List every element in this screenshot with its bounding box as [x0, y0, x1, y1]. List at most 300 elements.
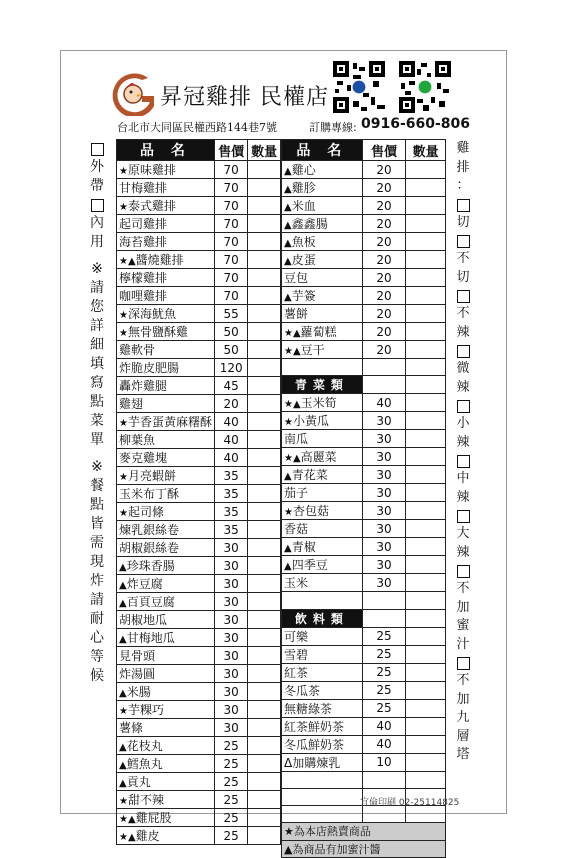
- option-label: 不: [456, 673, 470, 688]
- quantity-field[interactable]: [248, 827, 281, 845]
- item-name: [282, 412, 363, 430]
- menu-row: [117, 773, 281, 791]
- menu-row: [117, 179, 281, 197]
- item-price: 70: [214, 233, 247, 251]
- menu-row: [117, 647, 281, 665]
- item-name-text: 冬瓜茶: [284, 683, 321, 698]
- item-name-text: 茄子: [284, 486, 309, 501]
- menu-row: [117, 161, 281, 179]
- menu-row: [282, 574, 446, 592]
- item-name: [282, 197, 363, 215]
- option-checkbox[interactable]: [457, 455, 470, 468]
- phone-number: 0916-660-806: [361, 116, 471, 132]
- item-price: 35: [214, 503, 247, 521]
- item-name: [117, 827, 215, 845]
- item-price: 30: [362, 484, 406, 502]
- order-note: 詳: [90, 318, 104, 334]
- item-name-text: 高麗菜: [300, 450, 337, 465]
- item-price: 40: [214, 431, 247, 449]
- legend-row: [282, 823, 446, 840]
- menu-row: [117, 791, 281, 809]
- option-checkbox[interactable]: [457, 657, 470, 670]
- item-price: 50: [214, 323, 247, 341]
- option-label: 九: [456, 710, 470, 725]
- quantity-field[interactable]: [248, 323, 281, 341]
- item-price: 30: [214, 539, 247, 557]
- item-name: [282, 502, 363, 520]
- item-name: [282, 645, 363, 663]
- menu-row: [117, 593, 281, 611]
- item-name-text: 煉乳銀絲卷: [119, 523, 180, 537]
- menu-row: [117, 233, 281, 251]
- item-price: 40: [362, 717, 406, 735]
- quantity-field[interactable]: [248, 521, 281, 539]
- order-note: 炸: [90, 573, 104, 589]
- item-mark: ★▲: [119, 814, 136, 825]
- menu-row: [282, 466, 446, 484]
- menu-row: [282, 394, 446, 412]
- item-name: [282, 699, 363, 717]
- item-name: [117, 233, 215, 251]
- order-note: 菜: [90, 413, 104, 429]
- item-name-text: 麥克雞塊: [119, 451, 168, 465]
- empty-cell: [362, 592, 406, 609]
- empty-cell[interactable]: [406, 771, 446, 788]
- item-name: [117, 197, 215, 215]
- order-note: 您: [90, 299, 104, 315]
- item-mark: ★▲: [284, 328, 301, 339]
- item-name-text: 原味雞排: [127, 163, 176, 177]
- item-name: [117, 755, 215, 773]
- menu-row: [282, 556, 446, 574]
- item-name: [282, 305, 363, 323]
- option-label: 微: [456, 361, 470, 376]
- item-name: [117, 683, 215, 701]
- quantity-field[interactable]: [248, 629, 281, 647]
- item-name: [117, 503, 215, 521]
- item-name: [117, 593, 215, 611]
- item-mark: ▲: [284, 220, 292, 231]
- menu-row: [117, 539, 281, 557]
- item-name-text: 雞軟骨: [119, 343, 156, 357]
- quantity-field[interactable]: [248, 755, 281, 773]
- section-title: 飲料類: [282, 609, 363, 627]
- item-mark: ▲: [284, 238, 292, 249]
- menu-row: [282, 448, 446, 466]
- item-name-text: 香菇: [284, 522, 309, 537]
- chicken-options-column: [454, 140, 472, 765]
- order-type-label: 內: [90, 215, 104, 231]
- item-price: 30: [362, 538, 406, 556]
- order-note: 請: [90, 592, 104, 608]
- item-name-text: 鱈魚丸: [126, 757, 163, 771]
- item-price: 70: [214, 269, 247, 287]
- quantity-field[interactable]: [248, 557, 281, 575]
- item-name: [282, 574, 363, 592]
- quantity-field[interactable]: [406, 412, 446, 430]
- order-note: 心: [90, 630, 104, 646]
- item-price: 25: [362, 663, 406, 681]
- item-name-text: 起司條: [127, 505, 164, 519]
- option-checkbox[interactable]: [457, 199, 470, 212]
- quantity-field[interactable]: [406, 430, 446, 448]
- order-note: ※: [91, 261, 103, 277]
- quantity-field[interactable]: [406, 735, 446, 753]
- empty-row: [282, 771, 446, 788]
- quantity-field[interactable]: [248, 269, 281, 287]
- item-price: 25: [214, 773, 247, 791]
- quantity-field[interactable]: [406, 161, 446, 179]
- menu-row: [282, 717, 446, 735]
- item-name: [282, 520, 363, 538]
- order-note: 點: [90, 394, 104, 410]
- item-price: 20: [362, 323, 406, 341]
- quantity-field[interactable]: [406, 341, 446, 359]
- menu-row: [117, 719, 281, 737]
- quantity-field[interactable]: [248, 197, 281, 215]
- option-label: 層: [456, 728, 470, 744]
- quantity-field[interactable]: [248, 683, 281, 701]
- item-name-text: 米腸: [126, 685, 151, 699]
- quantity-field[interactable]: [248, 485, 281, 503]
- order-type-checkbox[interactable]: [91, 199, 104, 212]
- quantity-field[interactable]: [406, 215, 446, 233]
- item-mark: ★: [119, 418, 128, 429]
- option-checkbox[interactable]: [457, 510, 470, 523]
- quantity-field[interactable]: [406, 538, 446, 556]
- item-name-text: 深海魷魚: [127, 307, 176, 321]
- item-mark: ★▲: [119, 256, 136, 267]
- quantity-field[interactable]: [248, 593, 281, 611]
- option-label: 不: [456, 306, 470, 321]
- menu-row: [282, 663, 446, 681]
- item-name-text: 炸豆腐: [126, 577, 163, 591]
- menu-row: [117, 449, 281, 467]
- order-type-column: [88, 140, 106, 686]
- menu-row: [117, 341, 281, 359]
- item-price: 50: [214, 341, 247, 359]
- quantity-field[interactable]: [406, 663, 446, 681]
- menu-row: [282, 699, 446, 717]
- quantity-field[interactable]: [406, 717, 446, 735]
- item-name: [282, 430, 363, 448]
- quantity-field[interactable]: [248, 251, 281, 269]
- item-price: 20: [362, 197, 406, 215]
- quantity-field[interactable]: [248, 287, 281, 305]
- item-name: [117, 719, 215, 737]
- menu-row: [117, 395, 281, 413]
- quantity-field[interactable]: [406, 233, 446, 251]
- item-price: 20: [362, 305, 406, 323]
- quantity-field[interactable]: [406, 502, 446, 520]
- item-mark: ★▲: [284, 346, 301, 357]
- item-name-text: 玉米: [284, 576, 309, 591]
- quantity-field[interactable]: [248, 161, 281, 179]
- quantity-field[interactable]: [248, 665, 281, 683]
- item-name-text: 雞胗: [291, 181, 316, 195]
- item-name-text: 無骨鹽酥雞: [127, 325, 188, 339]
- quantity-field[interactable]: [406, 574, 446, 592]
- item-name-text: 豆包: [284, 271, 309, 285]
- quantity-field[interactable]: [248, 701, 281, 719]
- item-price: 55: [214, 305, 247, 323]
- item-name: [282, 466, 363, 484]
- quantity-field[interactable]: [248, 413, 281, 431]
- quantity-field[interactable]: [248, 575, 281, 593]
- item-price: 30: [362, 466, 406, 484]
- option-checkbox[interactable]: [457, 235, 470, 248]
- menu-row: [117, 485, 281, 503]
- quantity-field[interactable]: [406, 645, 446, 663]
- quantity-field[interactable]: [248, 431, 281, 449]
- menu-row: [117, 359, 281, 377]
- option-checkbox[interactable]: [457, 565, 470, 578]
- header-price: 售價: [362, 140, 406, 161]
- quantity-field[interactable]: [248, 773, 281, 791]
- item-name-text: 起司雞排: [119, 217, 168, 231]
- option-checkbox[interactable]: [457, 290, 470, 303]
- item-name-text: 米血: [291, 199, 316, 213]
- item-name-text: 芋簽: [291, 289, 316, 303]
- order-type-checkbox[interactable]: [91, 143, 104, 156]
- item-name-text: 雪碧: [284, 647, 309, 662]
- item-mark: ▲: [284, 184, 292, 195]
- header-qty: 數量: [248, 140, 281, 161]
- quantity-field[interactable]: [406, 179, 446, 197]
- option-label: 不: [456, 251, 470, 266]
- option-label: 切: [456, 214, 470, 230]
- menu-row: [117, 575, 281, 593]
- item-name-text: 鑫鑫腸: [291, 217, 328, 231]
- spacer: [88, 252, 106, 260]
- quantity-field[interactable]: [406, 287, 446, 305]
- quantity-field[interactable]: [406, 251, 446, 269]
- item-name-text: 芋粿巧: [127, 703, 164, 717]
- empty-cell: [362, 806, 406, 823]
- item-price: 40: [362, 735, 406, 753]
- item-price: 40: [214, 449, 247, 467]
- quantity-field[interactable]: [248, 467, 281, 485]
- item-mark: ★▲: [119, 832, 136, 843]
- menu-row: [282, 502, 446, 520]
- item-price: 30: [214, 629, 247, 647]
- item-price: 25: [214, 791, 247, 809]
- item-name-text: 杏包菇: [292, 504, 329, 519]
- menu-row: [282, 341, 446, 359]
- item-name-text: 小黃瓜: [292, 414, 329, 429]
- empty-cell: [362, 609, 406, 627]
- option-label: 加: [456, 599, 470, 615]
- menu-row: [117, 629, 281, 647]
- quantity-field[interactable]: [248, 233, 281, 251]
- item-name-text: 玉米筍: [300, 396, 337, 411]
- menu-row: [282, 753, 446, 771]
- quantity-field[interactable]: [406, 197, 446, 215]
- quantity-field[interactable]: [406, 520, 446, 538]
- menu-row: [282, 161, 446, 179]
- quantity-field[interactable]: [248, 539, 281, 557]
- quantity-field[interactable]: [406, 323, 446, 341]
- item-mark: ▲: [119, 742, 127, 753]
- item-mark: ★: [119, 202, 128, 213]
- item-name: [282, 161, 363, 179]
- section-title: 青菜類: [282, 376, 363, 394]
- empty-cell: [282, 592, 363, 609]
- item-name: [117, 449, 215, 467]
- item-name: [282, 627, 363, 645]
- item-price: 25: [362, 627, 406, 645]
- item-price: 20: [362, 179, 406, 197]
- item-price: 25: [214, 737, 247, 755]
- item-name: [117, 395, 215, 413]
- menu-row: [117, 701, 281, 719]
- item-price: 20: [362, 287, 406, 305]
- quantity-field[interactable]: [406, 753, 446, 771]
- item-price: 25: [362, 699, 406, 717]
- quantity-field[interactable]: [406, 699, 446, 717]
- item-name: [117, 161, 215, 179]
- item-name: [117, 701, 215, 719]
- order-note: 現: [90, 554, 104, 570]
- item-name: [282, 538, 363, 556]
- options-title: 排: [456, 159, 470, 175]
- menu-row: [117, 503, 281, 521]
- item-price: 30: [362, 448, 406, 466]
- menu-row: [117, 287, 281, 305]
- quantity-field[interactable]: [406, 681, 446, 699]
- empty-cell[interactable]: [406, 592, 446, 609]
- menu-row: [117, 377, 281, 395]
- quantity-field[interactable]: [248, 359, 281, 377]
- empty-cell: [362, 771, 406, 788]
- item-name: [282, 323, 363, 341]
- item-name-text: 柳葉魚: [119, 433, 156, 447]
- item-price: 25: [214, 809, 247, 827]
- quantity-field[interactable]: [248, 737, 281, 755]
- order-note: 皆: [90, 516, 104, 532]
- quantity-field[interactable]: [248, 503, 281, 521]
- item-name-text: 薯餅: [284, 307, 309, 321]
- item-mark: ▲: [284, 256, 292, 267]
- menu-row: [282, 305, 446, 323]
- item-mark: ★▲: [284, 453, 301, 465]
- item-name-text: 玉米布丁酥: [119, 487, 180, 501]
- item-price: 20: [214, 395, 247, 413]
- item-mark: ▲: [284, 471, 292, 483]
- item-mark: ▲: [284, 202, 292, 213]
- shop-address: 台北市大同區民權西路144巷7號: [117, 121, 277, 134]
- option-checkbox[interactable]: [457, 400, 470, 413]
- item-name: [282, 484, 363, 502]
- option-checkbox[interactable]: [457, 345, 470, 358]
- item-name: [117, 773, 215, 791]
- item-name-text: 珍珠香腸: [126, 559, 175, 573]
- item-name-text: 雞心: [291, 163, 316, 177]
- quantity-field[interactable]: [248, 305, 281, 323]
- item-price: 30: [362, 430, 406, 448]
- quantity-field[interactable]: [248, 215, 281, 233]
- item-mark: ★: [119, 328, 128, 339]
- item-name-text: 花枝丸: [126, 739, 163, 753]
- item-price: 25: [214, 755, 247, 773]
- quantity-field[interactable]: [406, 269, 446, 287]
- item-name: [282, 215, 363, 233]
- item-mark: ▲: [119, 598, 127, 609]
- quantity-field[interactable]: [248, 611, 281, 629]
- item-name-text: 豆干: [300, 343, 325, 357]
- quantity-field[interactable]: [248, 791, 281, 809]
- item-name: [117, 269, 215, 287]
- quantity-field[interactable]: [248, 449, 281, 467]
- phone-label: 訂購專線:: [309, 121, 357, 134]
- empty-cell[interactable]: [406, 806, 446, 823]
- item-price: 30: [362, 556, 406, 574]
- item-name: [117, 251, 215, 269]
- item-price: 25: [362, 645, 406, 663]
- item-name: [117, 647, 215, 665]
- menu-row: [282, 484, 446, 502]
- menu-row: [282, 645, 446, 663]
- item-mark: ▲: [119, 562, 127, 573]
- quantity-field[interactable]: [406, 466, 446, 484]
- order-type-label: 帶: [90, 178, 104, 194]
- spacer: [88, 450, 106, 458]
- shop-title: 昇冠雞排 民權店: [160, 85, 329, 110]
- quantity-field[interactable]: [248, 341, 281, 359]
- menu-row: [117, 323, 281, 341]
- menu-row: [282, 538, 446, 556]
- item-price: 30: [214, 647, 247, 665]
- order-note: 細: [90, 337, 104, 353]
- item-mark: ▲: [284, 561, 292, 573]
- empty-cell[interactable]: [406, 359, 446, 376]
- item-price: 10: [362, 753, 406, 771]
- item-name: [117, 611, 215, 629]
- quantity-field[interactable]: [406, 627, 446, 645]
- quantity-field[interactable]: [248, 395, 281, 413]
- item-name-text: 青椒: [291, 540, 316, 555]
- order-note: 需: [90, 535, 104, 551]
- quantity-field[interactable]: [248, 179, 281, 197]
- menu-row: [282, 215, 446, 233]
- header-name: 品 名: [282, 140, 363, 161]
- quantity-field[interactable]: [248, 377, 281, 395]
- quantity-field[interactable]: [248, 809, 281, 827]
- quantity-field[interactable]: [248, 647, 281, 665]
- options-title: 雞: [456, 141, 470, 156]
- quantity-field[interactable]: [248, 719, 281, 737]
- item-name-text: 甘梅地瓜: [126, 631, 175, 645]
- section-row: [282, 609, 446, 627]
- item-price: 120: [214, 359, 247, 377]
- quantity-field[interactable]: [406, 394, 446, 412]
- quantity-field[interactable]: [406, 484, 446, 502]
- item-price: 30: [214, 611, 247, 629]
- quantity-field[interactable]: [406, 305, 446, 323]
- item-price: 25: [362, 681, 406, 699]
- item-name-text: 醬燒雞排: [135, 253, 184, 267]
- item-mark: ▲: [284, 543, 292, 555]
- item-mark: ★: [284, 507, 293, 519]
- item-name: [282, 269, 363, 287]
- item-price: 45: [214, 377, 247, 395]
- menu-row: [117, 737, 281, 755]
- quantity-field[interactable]: [406, 556, 446, 574]
- item-name: [282, 179, 363, 197]
- item-name-text: 青花菜: [291, 468, 328, 483]
- option-label: 辣: [456, 379, 470, 395]
- quantity-field[interactable]: [406, 448, 446, 466]
